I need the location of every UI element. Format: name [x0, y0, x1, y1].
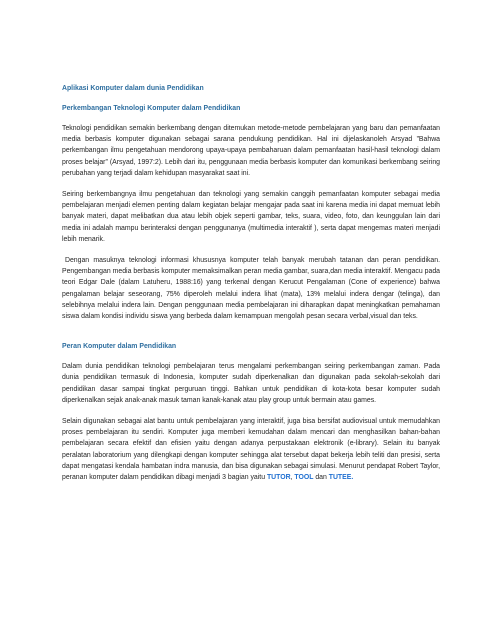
section-paragraph-1: Dalam dunia pendidikan teknologi pembelajaran terus mengalami perkembangan seiring perkembangan zaman. Pada dunia pendidikan termasuk di Indonesia, komputer sudah diperkenalkan dan digunakan pada sekolah-sekolah dari pendidikan dasar sampai tingkat perguruan tinggi. Bahkan untuk pendidikan di kota-kota besar komputer sudah diperkenalkan sejak anak-anak masuk taman kanak-kanak atau play group untuk bermain atau games. [62, 363, 440, 404]
document-subtitle: Perkembangan Teknologi Komputer dalam Pendidikan [62, 105, 241, 112]
paragraph-1: Teknologi pendidikan semakin berkembang dengan ditemukan metode-metode pembelajaran yang baru dan pemanfaatan media berbasis komputer digunakan sebagai sarana pendukung pendidikan. Hal ini dijelaskanoleh Arsyad ”Bahwa perkembangan ilmu pengetahuan mendorong upaya-upaya pembaharuan dalam pemanfaatan hasil-hasil teknologi dalam proses belajar” (Arsyad, 1997:2). Lebih dari itu, penggunaan media berbasis komputer dan komunikasi berkembang seiring perubahan yang terjadi dalam kehidupan masyarakat saat ini. [62, 125, 440, 177]
term-tool: TOOL [294, 474, 314, 482]
term-separator-2: dan [313, 474, 329, 482]
section-paragraph-2-text: Selain digunakan sebagai alat bantu untuk pembelajaran yang interaktif, juga bisa bersifat audiovisual untuk memudahkan proses pembelajaran itu sendiri. Komputer juga memberi kemudahan dalam mencari dan menghasilkan bahan-bahan pembelajaran secara efektif dan efisien yaitu dengan adanya perpustakaan elektronik (e-library). Selain itu banyak peralatan laboratorium yang dilengkapi dengan komputer sehingga alat tersebut dapat bekerja lebih teliti dan presisi, serta dapat mengatasi kendala hambatan indra manusia, dan bisa digunakan sebagai simulasi. Menurut pendapat Robert Taylor, peranan komputer dalam pendidikan dibagi menjadi 3 bagian yaitu [62, 418, 440, 482]
section-paragraph-2 [62, 416, 440, 483]
paragraph-2: Seiring berkembangnya ilmu pengetahuan dan teknologi yang semakin canggih pemanfaatan komputer sebagai media pembelajaran menjadi elemen penting dalam kegiatan belajar mengajar pada saat ini karena media ini dapat memuat lebih banyak materi, dapat melibatkan dua atau lebih objek seperti gambar, teks, suara, video, foto, dan keunggulan lain dari media ini adalah mampu berinteraksi dengan penggunanya (multimedia interaktif ), serta dapat mengemas materi menjadi lebih menarik. [62, 191, 440, 243]
document-page [62, 84, 440, 493]
section-heading: Peran Komputer dalam Pendidikan [62, 343, 177, 351]
document-title: Aplikasi Komputer dalam dunia Pendidikan [62, 85, 204, 92]
term-end: . [351, 474, 354, 482]
paragraph-3: Dengan masuknya teknologi informasi khususnya komputer telah banyak merubah tatanan dan peran pendidikan. Pengembangan media berbasis komputer memaksimalkan peran media gambar, suara,dan media interaktif. Mengacu pada teori Edgar Dale (dalam Latuheru, 1988:16) yang terkenal dengan Kerucut Pengalaman (Cone of experience) bahwa pengalaman belajar seseorang, 75% diperoleh melalui indera lihat (mata), 13% melalui indera dengar (telinga), dan selebihnya melalui indera lain. Dengan penggunaan media pembelajaran ini diharapkan dapat meningkatkan pemahaman siswa dalam kondisi individu siswa yang berbeda dalam kemampuan mengolah pesan secara verbal,visual dan teks. [62, 257, 440, 321]
term-tutor: TUTOR [266, 474, 291, 482]
term-separator-1: , [290, 474, 295, 482]
term-tutee: TUTEE [328, 474, 352, 482]
